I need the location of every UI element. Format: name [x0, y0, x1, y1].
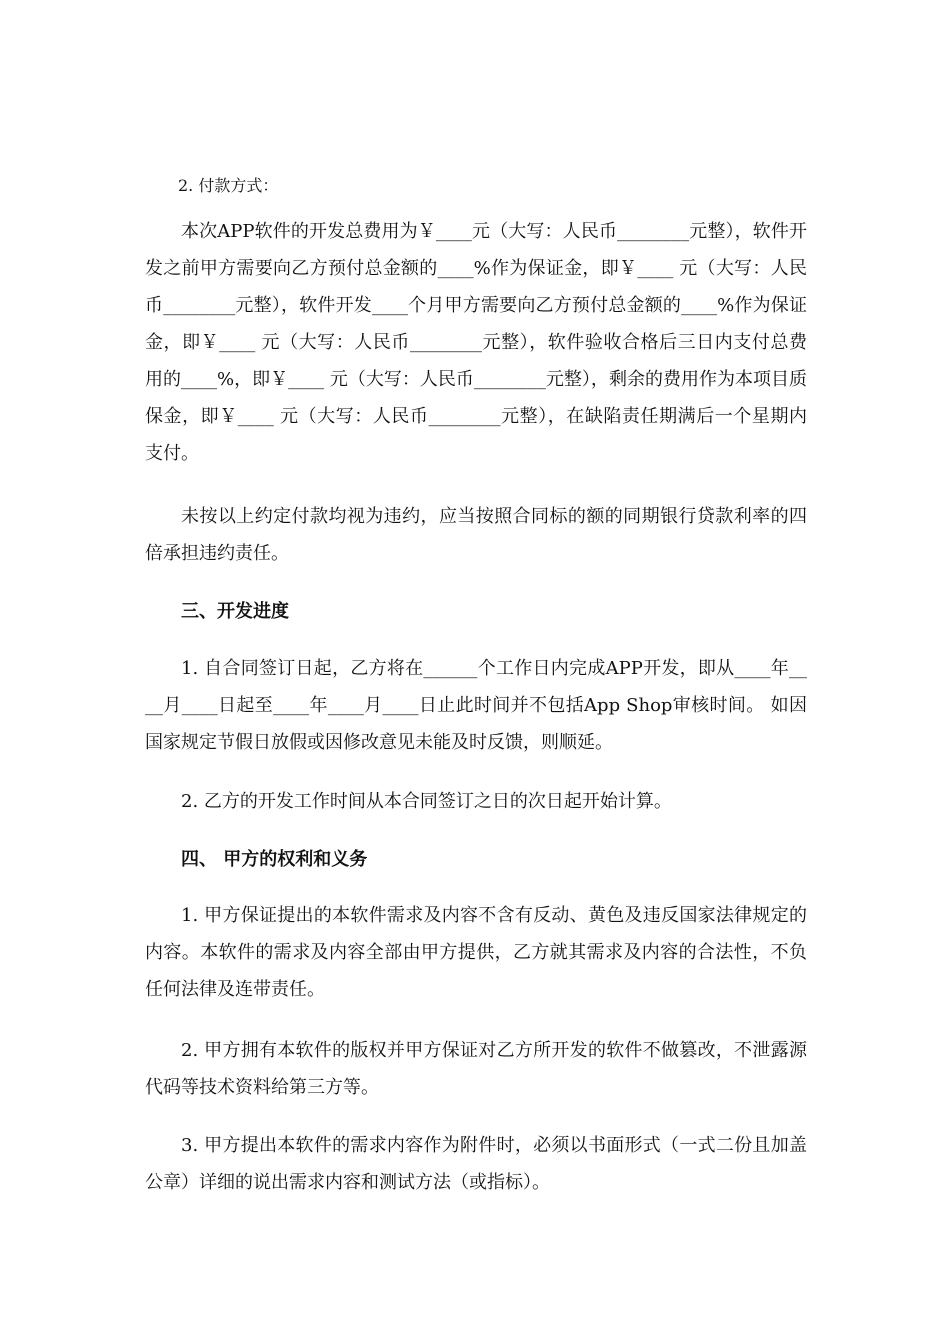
schedule-item-1: 1. 自合同签订日起，乙方将在______个工作日内完成APP开发，即从____年____月____日起至____年____月____日止此时间并不包括App Shop审核时间。 如因国家规定节假日放假或因修改意见未能及时反馈，则顺延。 [145, 658, 807, 753]
party-a-item-2: 2. 甲方拥有本软件的版权并甲方保证对乙方所开发的软件不做篡改，不泄露源代码等技术资料给第三方等。 [145, 1040, 807, 1098]
party-a-item-3: 3. 甲方提出本软件的需求内容作为附件时，必须以书面形式（一式二份且加盖公章）详细的说出需求内容和测试方法（或指标）。 [145, 1135, 807, 1193]
payment-method-heading: 2. 付款方式： [178, 176, 279, 195]
section-development-schedule-heading: 三、开发进度 [181, 601, 289, 622]
payment-terms-paragraph: 本次APP软件的开发总费用为￥____元（大写：人民币________元整），软件开发之前甲方需要向乙方预付总金额的____%作为保证金，即￥____ 元（大写：人民币________元整），软件开发____个月甲方需要向乙方预付总金额的____%作为保证金，即￥____ 元（大写：人民币________元整），软件验收合格后三日内支付总费用的____%，即￥____ 元（大写：人民币________元整），剩余的费用作为本项目质保金，即￥____ 元（大写：人民币________元整），在缺陷责任期满后一个星期内支付。 [145, 221, 807, 464]
breach-clause-paragraph: 未按以上约定付款均视为违约，应当按照合同标的额的同期银行贷款利率的四倍承担违约责任。 [145, 506, 807, 564]
schedule-item-2: 2. 乙方的开发工作时间从本合同签订之日的次日起开始计算。 [181, 791, 672, 812]
party-a-item-1: 1. 甲方保证提出的本软件需求及内容不含有反动、黄色及违反国家法律规定的内容。本软件的需求及内容全部由甲方提供，乙方就其需求及内容的合法性，不负任何法律及连带责任。 [145, 905, 807, 1000]
section-party-a-rights-heading: 四、 甲方的权利和义务 [181, 849, 368, 870]
